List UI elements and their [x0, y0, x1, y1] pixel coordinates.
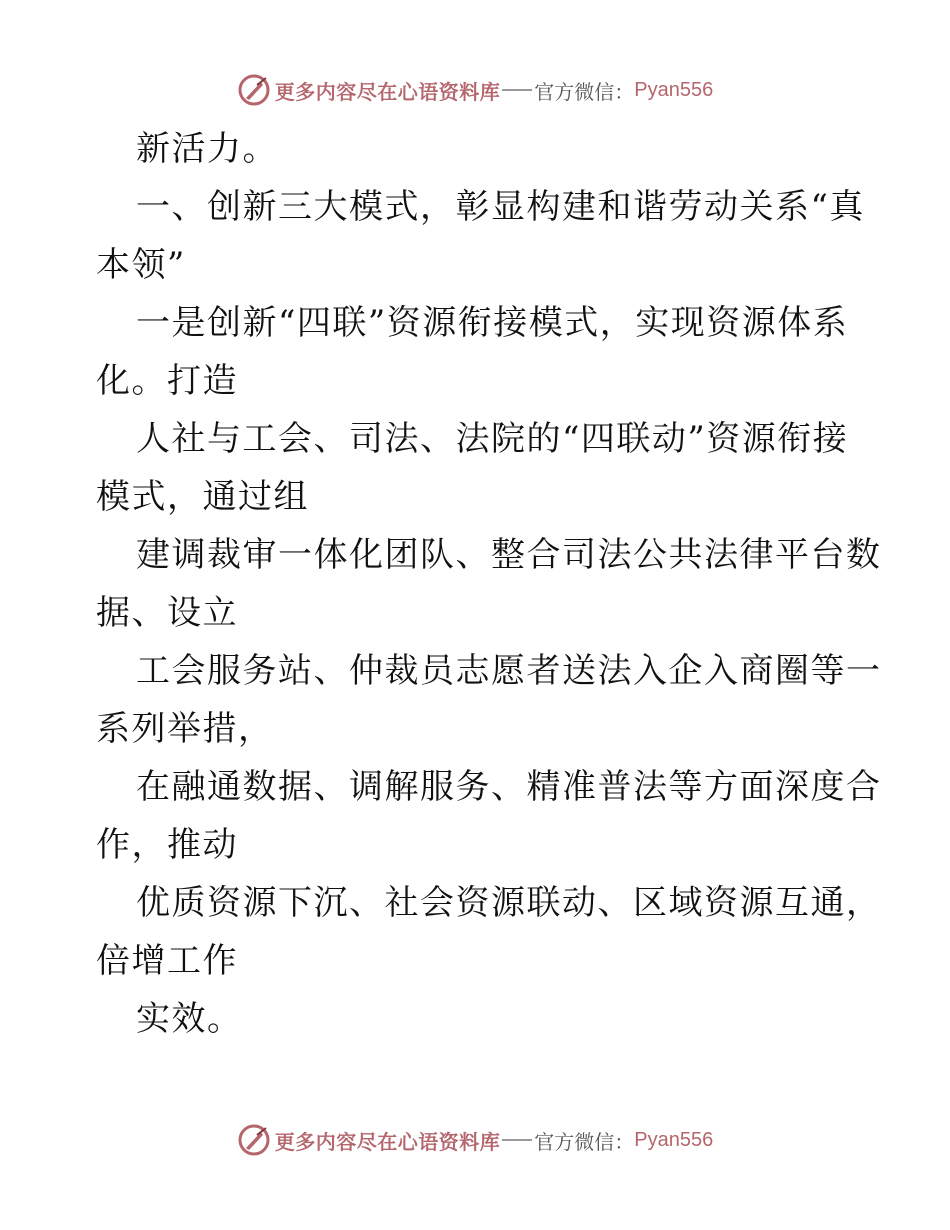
text-line: 新活力。 [136, 129, 278, 169]
text-line: 人社与工会、司法、法院的“四联动”资源衔接 [136, 419, 849, 459]
text-line: 系列举措， [96, 709, 274, 749]
text-line: 化。打造 [96, 361, 238, 401]
banner-dash [502, 1139, 532, 1141]
footer-banner [0, 1120, 950, 1160]
text-line: 据、设立 [96, 593, 238, 633]
quill-logo-icon [237, 1123, 271, 1157]
text-line: 作，推动 [96, 825, 238, 865]
text-line: 在融通数据、调解服务、精准普法等方面深度合 [136, 767, 882, 807]
banner-wechat-id: Pyan556 [634, 78, 714, 101]
document-body [96, 120, 882, 1048]
text-line: 一是创新“四联”资源衔接模式，实现资源体系 [136, 303, 849, 343]
banner-title: 更多内容尽在心语资料库 [274, 1129, 501, 1154]
header-banner [0, 70, 950, 110]
banner-wechat-label: 官方微信： [534, 1129, 635, 1154]
text-line: 工会服务站、仲裁员志愿者送法入企入商圈等一 [136, 651, 882, 691]
text-line: 实效。 [136, 999, 243, 1039]
text-line: 本领” [96, 245, 186, 285]
banner-wechat-id: Pyan556 [634, 1128, 714, 1151]
text-line: 模式，通过组 [96, 477, 309, 517]
text-line: 倍增工作 [96, 941, 238, 981]
banner-title: 更多内容尽在心语资料库 [274, 79, 501, 104]
quill-logo-icon [237, 73, 271, 107]
banner-dash [502, 89, 532, 91]
banner-wechat-label: 官方微信： [534, 79, 635, 104]
text-line: 优质资源下沉、社会资源联动、区域资源互通， [136, 883, 882, 923]
text-line: 建调裁审一体化团队、整合司法公共法律平台数 [136, 535, 882, 575]
banner-text [275, 76, 713, 105]
text-line: 一、创新三大模式，彰显构建和谐劳动关系“真 [136, 187, 865, 227]
banner-text [275, 1126, 713, 1155]
